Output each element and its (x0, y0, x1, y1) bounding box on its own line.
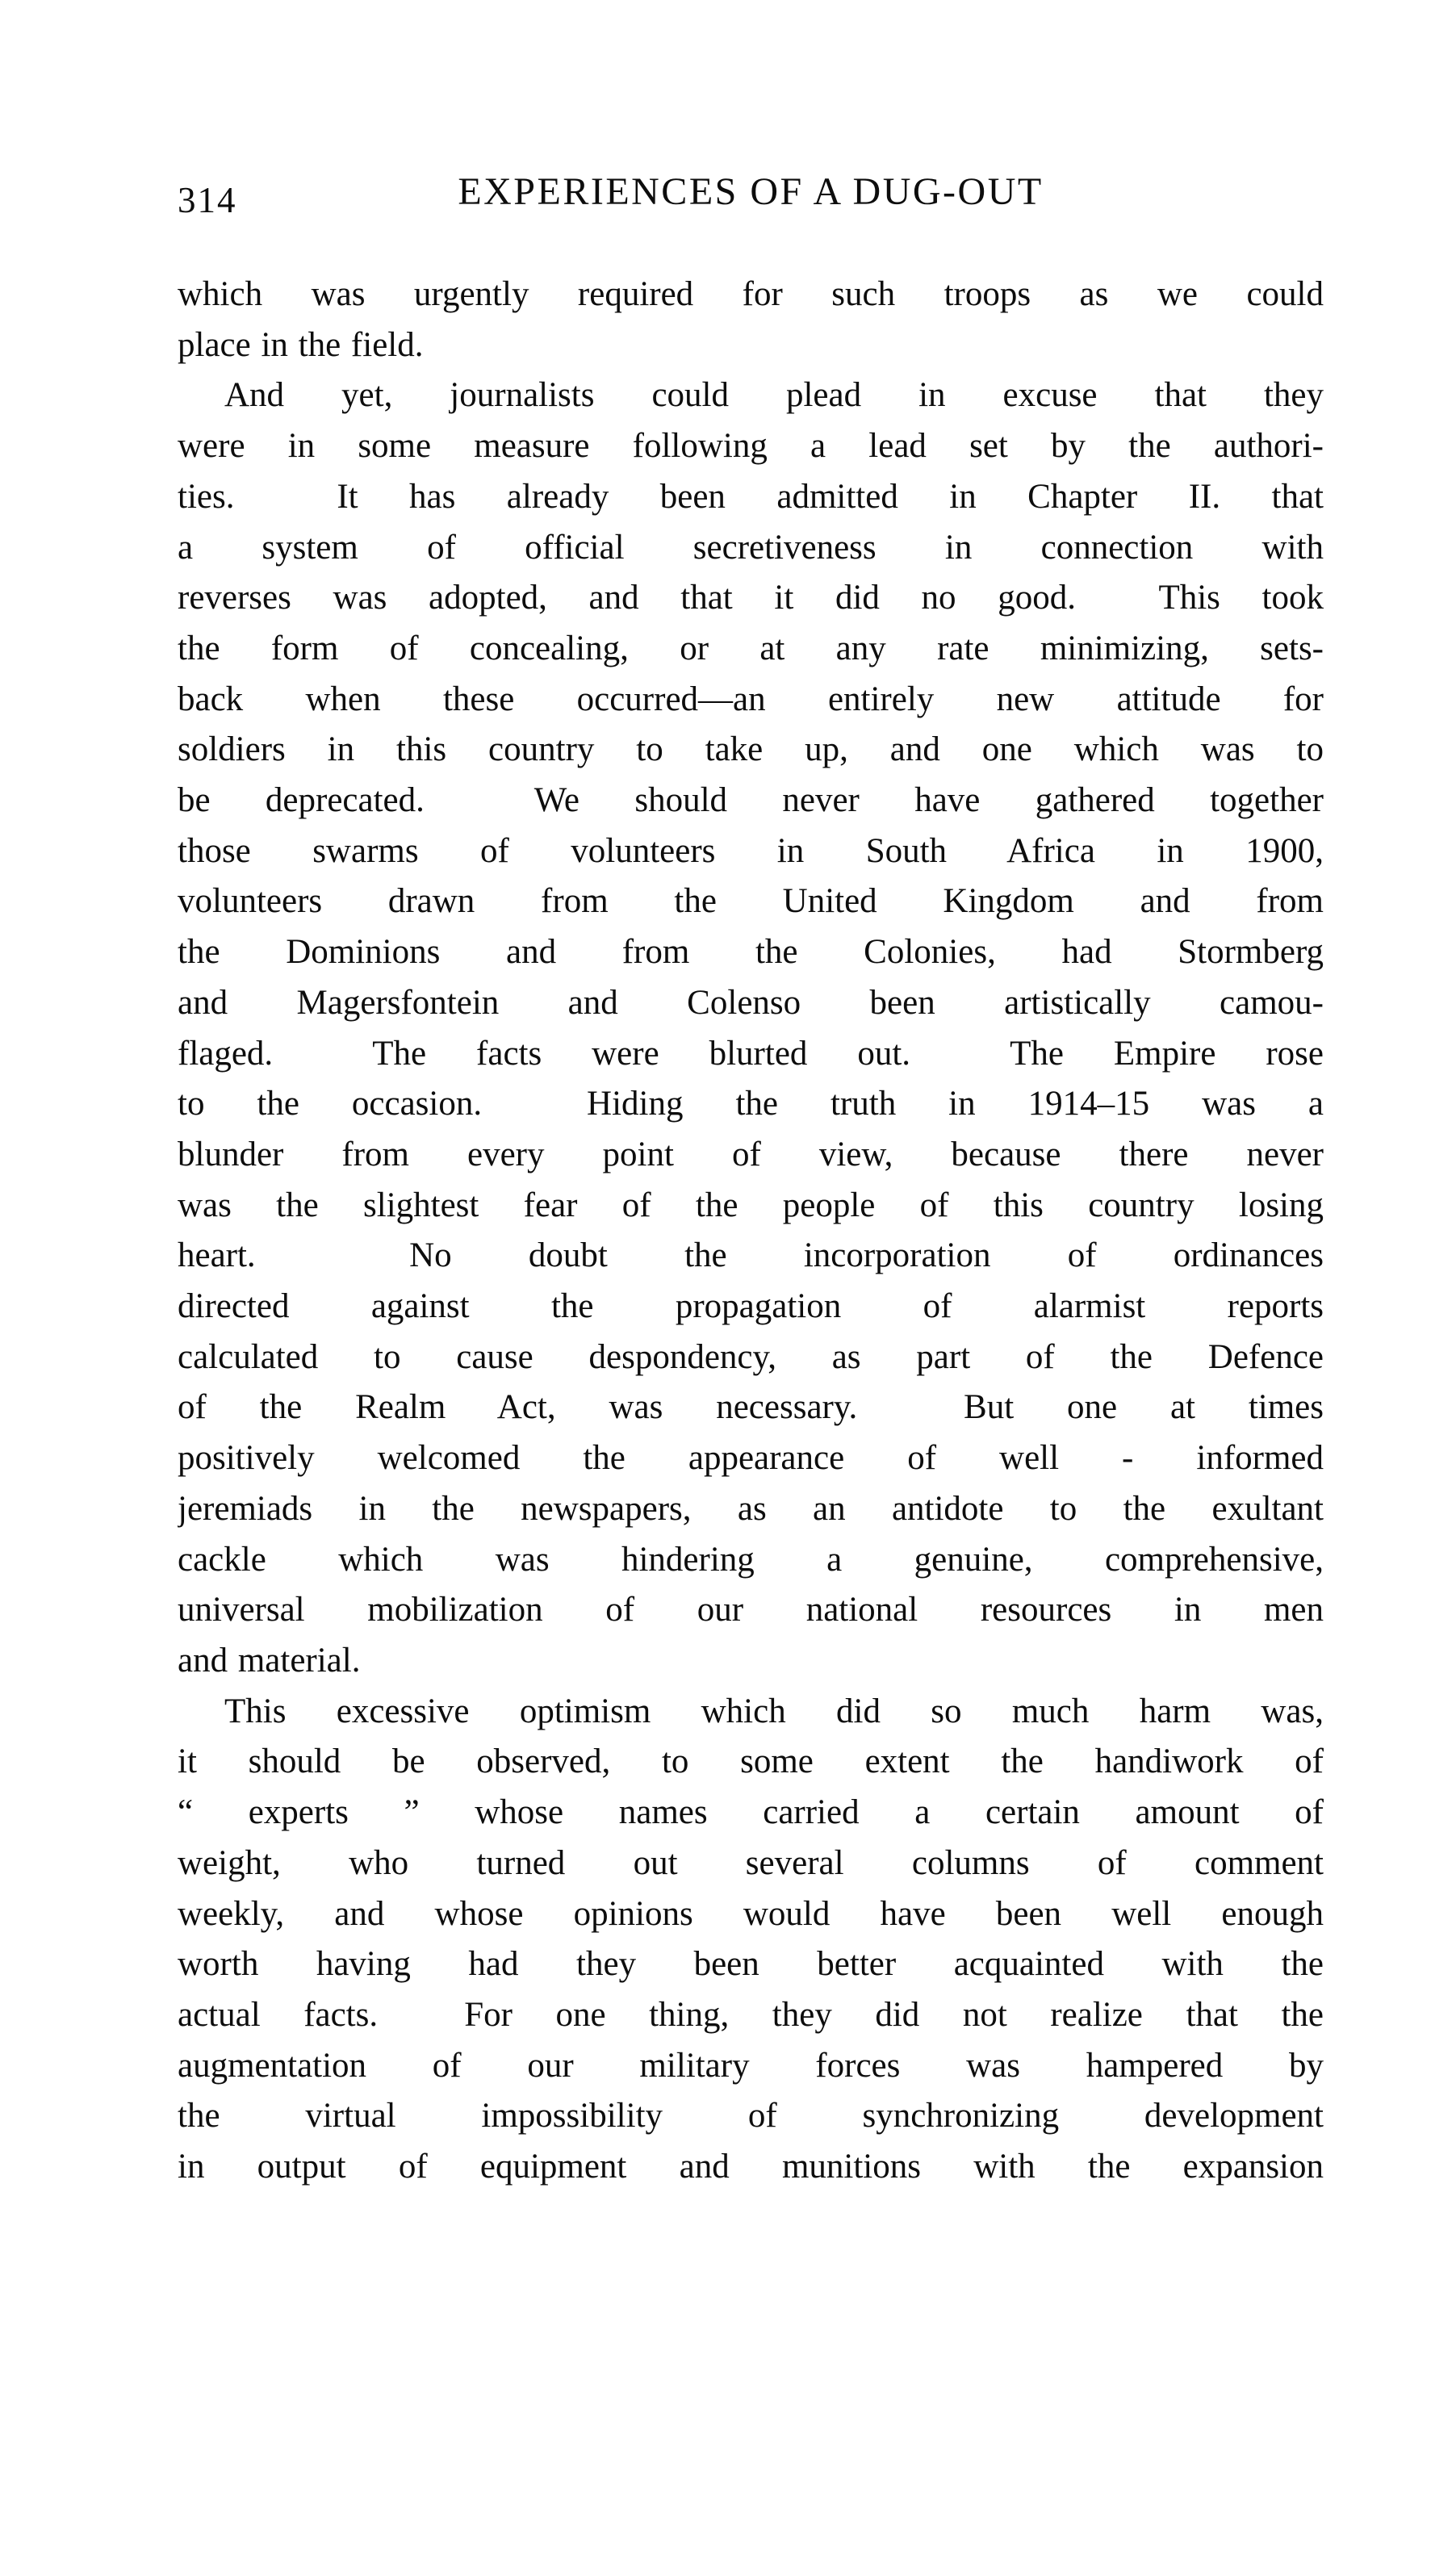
text-line: universal mobilization of our national resources in men (178, 1591, 1324, 1629)
text-line: soldiers in this country to take up, and one which was to (178, 730, 1324, 769)
text-line: This excessive optimism which did so much harm was, (224, 1692, 1324, 1730)
text-line: in output of equipment and munitions with the expansion (178, 2148, 1324, 2186)
page-header (178, 169, 1324, 223)
text-line: augmentation of our military forces was hampered by (178, 2046, 1324, 2085)
text-line: back when these occurred—an entirely new attitude for (178, 680, 1324, 718)
text-line: heart. No doubt the incorporation of ordinances (178, 1236, 1324, 1275)
text-line: blunder from every point of view, because there never (178, 1135, 1324, 1173)
text-line: flaged. The facts were blurted out. The Empire rose (178, 1034, 1324, 1073)
text-line: “ experts ” whose names carried a certain amount of (178, 1793, 1324, 1832)
text-line: be deprecated. We should never have gathered together (178, 781, 1324, 820)
text-line: volunteers drawn from the United Kingdom and from (178, 882, 1324, 921)
text-line: And yet, journalists could plead in excuse that they (224, 376, 1324, 415)
page-body (178, 270, 1324, 2193)
text-line: the form of concealing, or at any rate minimizing, sets- (178, 629, 1324, 667)
text-line: was the slightest fear of the people of this country losing (178, 1186, 1324, 1224)
text-line: weight, who turned out several columns of comment (178, 1843, 1324, 1882)
page-content (178, 169, 1324, 2193)
text-line: place in the field. (178, 325, 424, 364)
text-line: a system of official secretiveness in connection with (178, 528, 1324, 567)
text-line: directed against the propagation of alarmist reports (178, 1287, 1324, 1326)
text-line: positively welcomed the appearance of well - informed (178, 1439, 1324, 1478)
text-line: worth having had they been better acquainted with the (178, 1945, 1324, 1984)
text-line: cackle which was hindering a genuine, comprehensive, (178, 1540, 1324, 1579)
text-line: jeremiads in the newspapers, as an antidote to the exultant (178, 1489, 1324, 1528)
text-line: those swarms of volunteers in South Africa in 1900, (178, 831, 1324, 870)
text-line: actual facts. For one thing, they did not realize that the (178, 1995, 1324, 2034)
text-line: it should be observed, to some extent the handiwork of (178, 1742, 1324, 1781)
text-line: the Dominions and from the Colonies, had Stormberg (178, 933, 1324, 972)
text-line: weekly, and whose opinions would have been well enough (178, 1894, 1324, 1933)
text-line: which was urgently required for such troops as we could (178, 275, 1324, 313)
text-line: of the Realm Act, was necessary. But one at times (178, 1388, 1324, 1427)
running-title: EXPERIENCES OF A DUG-OUT (458, 170, 1044, 213)
text-line: to the occasion. Hiding the truth in 1914–15 was a (178, 1085, 1324, 1123)
text-line: the virtual impossibility of synchronizing development (178, 2097, 1324, 2136)
page-number: 314 (178, 180, 237, 220)
text-line: and Magersfontein and Colenso been artistically camou- (178, 983, 1324, 1022)
text-line: were in some measure following a lead set by the authori- (178, 427, 1324, 466)
text-line: and material. (178, 1641, 361, 1680)
text-line: ties. It has already been admitted in Chapter II. that (178, 477, 1324, 516)
text-line: calculated to cause despondency, as part of the Defence (178, 1337, 1324, 1376)
text-line: reverses was adopted, and that it did no good. This took (178, 579, 1324, 617)
